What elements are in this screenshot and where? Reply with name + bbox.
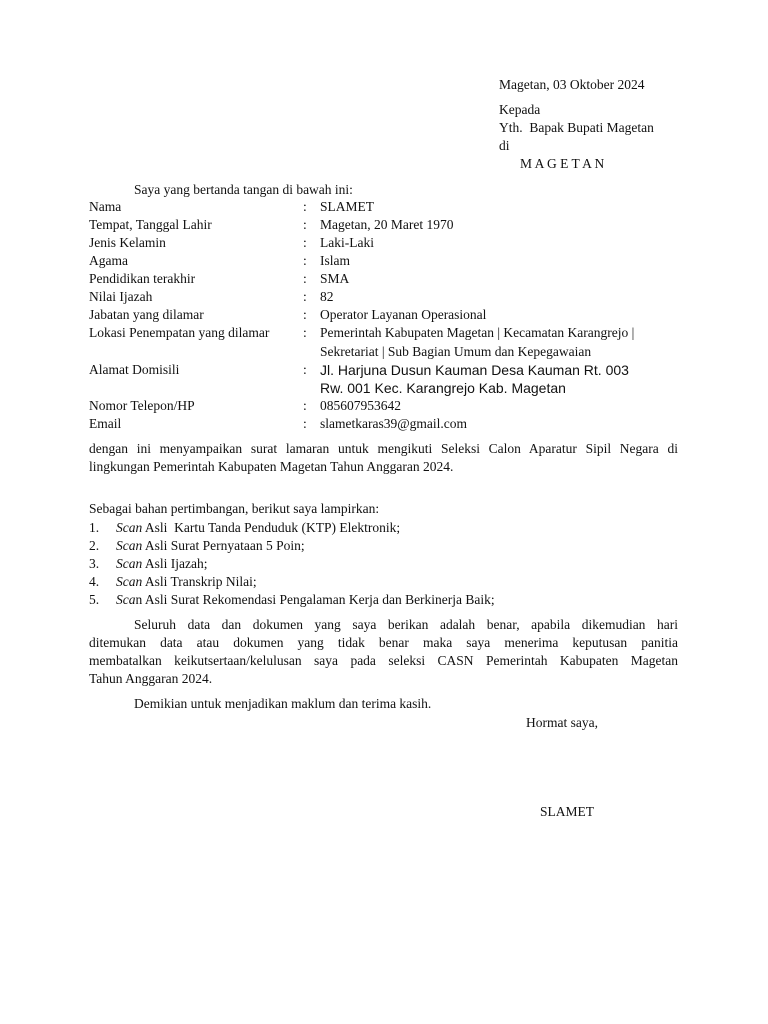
signoff: Hormat saya, [526,715,598,730]
field-jenis-kelamin [89,235,681,253]
field-value: Islam [320,253,350,268]
field-label: Alamat Domisili [89,362,180,377]
field-colon: : [303,199,307,214]
list-number: 5. [89,592,100,607]
field-value-line1: Pemerintah Kabupaten Magetan | Kecamatan Karangrejo | [320,325,635,340]
closing-line-1: Seluruh data dan dokumen yang saya berikan adalah benar, apabila dikemudian hari [134,617,678,632]
attachment-item [89,538,305,554]
field-value-line2: Sekretariat | Sub Bagian Umum dan Kepegawaian [320,344,592,359]
field-colon: : [303,416,307,431]
field-value: SMA [320,271,350,286]
field-colon: : [303,307,307,322]
field-value-line2: Rw. 001 Kec. Karangrejo Kab. Magetan [320,380,566,396]
attachment-item [89,556,207,572]
list-emphasis: Scan [116,538,143,553]
field-value: slametkaras39@gmail.com [320,416,468,431]
field-colon: : [303,253,307,268]
list-text: Asli Kartu Tanda Penduduk (KTP) Elektronik; [142,520,401,535]
addressee-city: M A G E T A N [520,156,605,171]
field-value: SLAMET [320,199,374,214]
field-label: Jenis Kelamin [89,235,166,250]
field-email [89,416,681,434]
list-text: n Asli Surat Rekomendasi Pengalaman Kerja dan Berkinerja Baik; [135,592,495,607]
intro-text: Saya yang bertanda tangan di bawah ini: [134,182,353,197]
list-text: Asli Ijazah; [142,556,208,571]
field-pendidikan [89,271,681,289]
list-number: 1. [89,520,100,535]
field-value: 82 [320,289,334,304]
field-colon: : [303,398,307,413]
field-value: Magetan, 20 Maret 1970 [320,217,454,232]
field-label: Email [89,416,122,431]
field-agama [89,253,681,271]
closing-line-3: membatalkan keikutsertaan/kelulusan saya pada seleksi CASN Pemerintah Kabupaten Magetan [89,653,678,668]
addressee-recipient: Yth. Bapak Bupati Magetan [499,120,654,135]
field-label: Lokasi Penempatan yang dilamar [89,325,270,340]
field-label: Pendidikan terakhir [89,271,196,286]
statement-line-1: dengan ini menyampaikan surat lamaran untuk mengikuti Seleksi Calon Aparatur Sipil Negara di [89,441,678,456]
field-colon: : [303,217,307,232]
addressee-kepada: Kepada [499,102,541,117]
list-emphasis: Sca [116,592,136,607]
list-text: Asli Surat Pernyataan 5 Poin; [142,538,305,553]
attachments-intro: Sebagai bahan pertimbangan, berikut saya lampirkan: [89,501,380,516]
field-label: Tempat, Tanggal Lahir [89,217,212,232]
field-value-line1: Jl. Harjuna Dusun Kauman Desa Kauman Rt. 003 [320,362,629,378]
list-number: 3. [89,556,100,571]
field-colon: : [303,235,307,250]
field-label: Agama [89,253,128,268]
field-nama [89,199,681,217]
field-label: Jabatan yang dilamar [89,307,204,322]
list-number: 4. [89,574,100,589]
field-colon: : [303,289,307,304]
field-value: Operator Layanan Operasional [320,307,487,322]
attachment-item [89,520,400,536]
attachment-item [89,592,495,608]
field-label: Nilai Ijazah [89,289,153,304]
field-telepon [89,398,681,416]
field-colon: : [303,362,307,377]
list-emphasis: Scan [116,520,143,535]
field-lokasi [89,325,681,361]
field-colon: : [303,325,307,340]
attachment-item [89,574,257,590]
signature-name: SLAMET [540,804,594,819]
field-value: Laki-Laki [320,235,374,250]
field-value: 085607953642 [320,398,401,413]
list-number: 2. [89,538,100,553]
field-label: Nama [89,199,122,214]
field-colon: : [303,271,307,286]
addressee-di: di [499,138,510,153]
field-ttl [89,217,681,235]
statement-line-2: lingkungan Pemerintah Kabupaten Magetan Tahun Anggaran 2024. [89,459,454,474]
field-label: Nomor Telepon/HP [89,398,195,413]
field-alamat [89,362,681,398]
closing-line-4: Tahun Anggaran 2024. [89,671,213,686]
field-jabatan [89,307,681,325]
list-emphasis: Scan [116,574,143,589]
closing-line-2: ditemukan data atau dokumen yang tidak benar maka saya menerima keputusan panitia [89,635,678,650]
list-emphasis: Scan [116,556,143,571]
thanks-text: Demikian untuk menjadikan maklum dan terima kasih. [134,696,432,711]
list-text: Asli Transkrip Nilai; [142,574,257,589]
field-nilai-ijazah [89,289,681,307]
place-date: Magetan, 03 Oktober 2024 [499,77,645,92]
